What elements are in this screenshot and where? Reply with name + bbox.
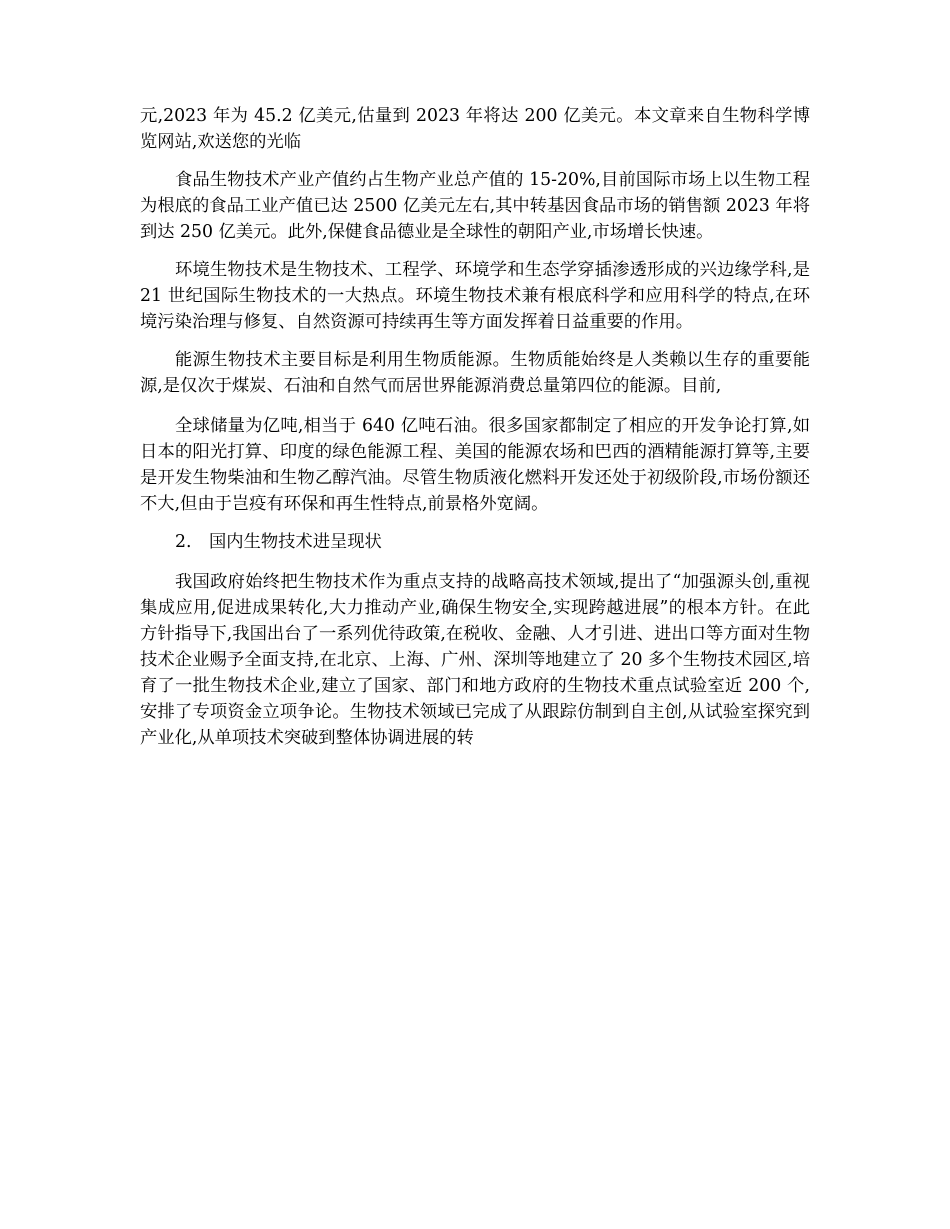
section-heading [140,529,810,555]
paragraph-food-biotech: 食品生物技术产业产值约占生物产业总产值的 15-20%,目前国际市场上以生物工程为根底的食品工业产值已达 2500 亿美元左右,其中转基因食品市场的销售额 2023 年将到达 250 亿美元。此外,保健食品德业是全球性的朝阳产业,市场增长快速。 [140,170,810,242]
section-number: 2. [175,532,192,552]
paragraph-energy-biotech: 能源生物技术主要目标是利用生物质能源。生物质能始终是人类赖以生存的重要能源,是仅次于煤炭、石油和自然气而居世界能源消费总量第四位的能源。目前, [140,350,810,396]
paragraph-environmental-biotech: 环境生物技术是生物技术、工程学、环境学和生态学穿插渗透形成的兴边缘学科,是 21 世纪国际生物技术的一大热点。环境生物技术兼有根底科学和应用科学的特点,在环境污染治理与修复、自然资源可持续再生等方面发挥着日益重要的作用。 [140,260,810,332]
section-title: 国内生物技术进呈现状 [209,532,382,552]
paragraph-continuation: 元,2023 年为 45.2 亿美元,估量到 2023 年将达 200 亿美元。本文章来自生物科学博览网站,欢送您的光临 [140,106,810,152]
paragraph-global-reserves: 全球储量为亿吨,相当于 640 亿吨石油。很多国家都制定了相应的开发争论打算,如日本的阳光打算、印度的绿色能源工程、美国的能源农场和巴西的酒精能源打算等,主要是开发生物柴油和生物乙醇汽油。尽管生物质液化燃料开发还处于初级阶段,市场份额还不大,但由于岂疫有环保和再生性特点,前景格外宽阔。 [140,416,810,514]
paragraph-domestic-status: 我国政府始终把生物技术作为重点支持的战略高技术领域,提出了“加强源头创,重视集成应用,促进成果转化,大力推动产业,确保生物安全,实现跨越进展”的根本方针。在此方针指导下,我国出台了一系列优待政策,在税收、金融、人才引进、进出口等方面对生物技术企业赐予全面支持,在北京、上海、广州、深圳等地建立了 20 多个生物技术园区,培育了一批生物技术企业,建立了国家、部门和地方政府的生物技术重点试验室近 200 个,安排了专项资金立项争论。生物技术领域已完成了从跟踪仿制到自主创,从试验室探究到产业化,从单项技术突破到整体协调进展的转 [140,572,810,748]
